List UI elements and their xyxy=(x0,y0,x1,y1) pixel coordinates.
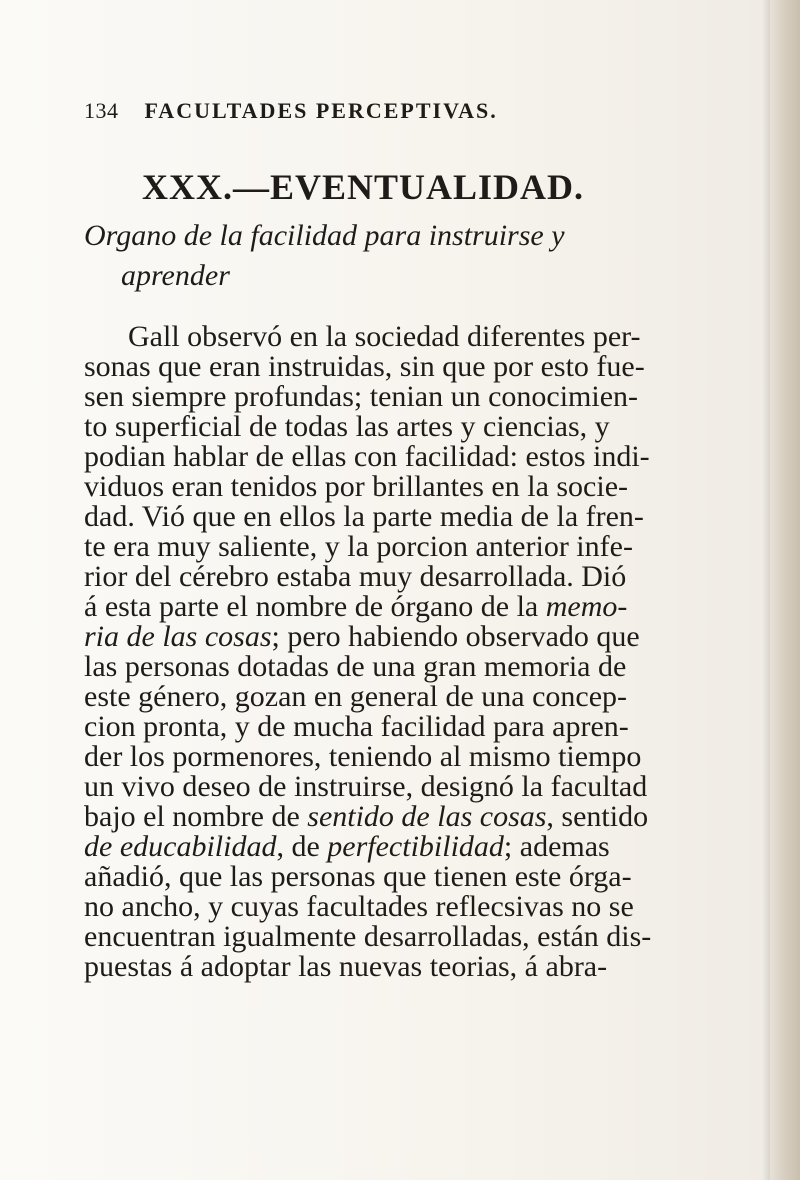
section-heading: XXX.—EVENTUALIDAD. xyxy=(142,167,585,207)
italic-term: perfectibilidad xyxy=(327,830,504,863)
text-line: añadió, que las personas que tienen este órga- xyxy=(84,860,632,893)
section-subtitle xyxy=(84,216,724,296)
page-gutter-shadow xyxy=(762,0,770,1180)
text-line: cion pronta, y de mucha facilidad para apren- xyxy=(84,710,629,743)
italic-term: sentido de las cosas xyxy=(307,800,547,833)
subtitle-line: aprender xyxy=(121,259,230,292)
text-line: der los pormenores, teniendo al mismo tiempo xyxy=(84,740,642,773)
text-line: bajo el nombre de sentido de las cosas, sentido xyxy=(84,800,649,833)
text-line: rior del cérebro estaba muy desarrollada. Dió xyxy=(84,560,627,593)
running-title: FACULTADES PERCEPTIVAS. xyxy=(144,98,498,123)
running-header xyxy=(84,98,604,132)
text-line: un vivo deseo de instruirse, designó la facultad xyxy=(84,770,648,803)
text-line: no ancho, y cuyas facultades reflecsivas no se xyxy=(84,890,634,923)
text-line: podian hablar de ellas con facilidad: estos indi- xyxy=(84,440,650,473)
page-number: 134 xyxy=(84,98,119,123)
text-line: dad. Vió que en ellos la parte media de la fren- xyxy=(84,500,644,533)
text-line: ria de las cosas; pero habiendo observado que xyxy=(84,620,640,653)
text-line: este género, gozan en general de una concep- xyxy=(84,680,628,713)
text-line: puestas á adoptar las nuevas teorias, á abra- xyxy=(84,950,608,983)
italic-term: memo- xyxy=(545,590,628,623)
page-edge xyxy=(770,0,800,1180)
text-line: te era muy saliente, y la porcion anterior infe- xyxy=(84,530,633,563)
text-line: sen siempre profundas; tenian un conocimien- xyxy=(84,380,639,413)
text-line: á esta parte el nombre de órgano de la memo- xyxy=(84,590,628,623)
text-line: Gall observó en la sociedad diferentes per- xyxy=(128,320,641,353)
text-line: to superficial de todas las artes y ciencias, y xyxy=(84,410,610,443)
body-paragraph xyxy=(84,322,724,982)
text-line: viduos eran tenidos por brillantes en la socie- xyxy=(84,470,629,503)
italic-term: de educabilidad xyxy=(84,830,277,863)
text-line: sonas que eran instruidas, sin que por esto fue- xyxy=(84,350,645,383)
text-line: de educabilidad, de perfectibilidad; ademas xyxy=(84,830,610,863)
text-line: encuentran igualmente desarrolladas, están dis- xyxy=(84,920,652,953)
text-line: las personas dotadas de una gran memoria de xyxy=(84,650,627,683)
italic-term: ria de las cosas xyxy=(84,620,272,653)
subtitle-line: Organo de la facilidad para instruirse y xyxy=(84,219,565,252)
